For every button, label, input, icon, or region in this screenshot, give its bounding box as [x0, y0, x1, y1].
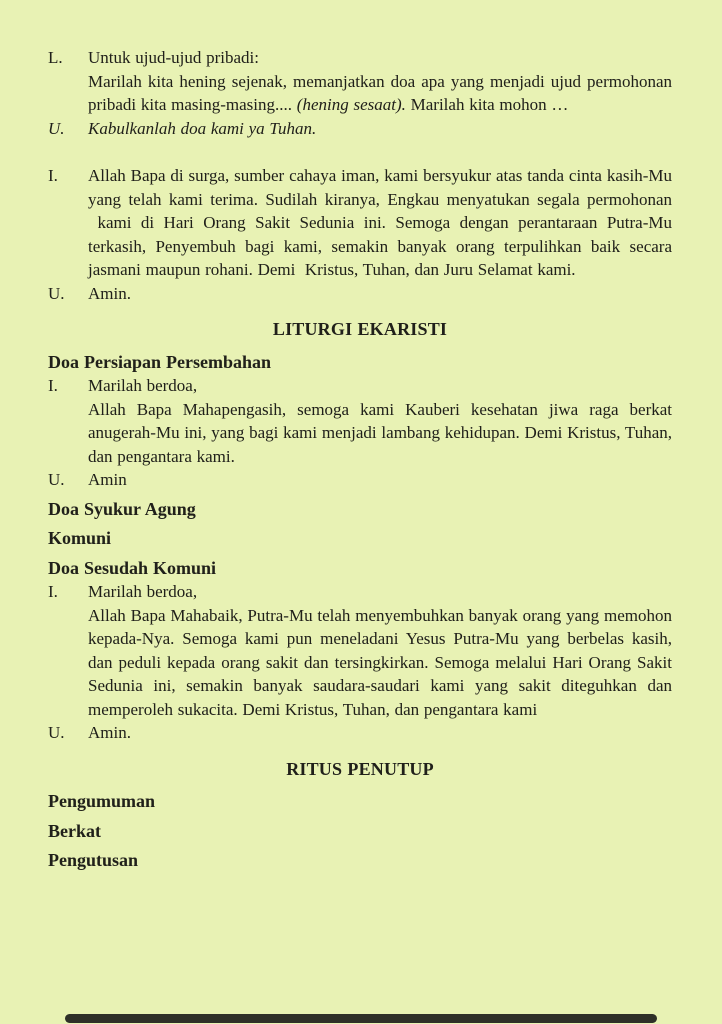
- italic-run: (hening sesaat).: [296, 95, 406, 114]
- subheading: Pengumuman: [48, 791, 156, 811]
- subheading: Komuni: [48, 528, 112, 548]
- dialog-item: [48, 282, 672, 306]
- subheading: Doa Sesudah Komuni: [48, 557, 217, 578]
- dialog-item: [48, 721, 672, 745]
- text-run: Amin: [88, 470, 127, 489]
- text-run: Marilah kita hening sejenak, memanjatkan doa apa yang menjadi ujud permohonan pribadi kita masing-masing....: [88, 71, 672, 114]
- text-run: Marilah kita mohon …: [405, 95, 569, 114]
- dialog-text: [88, 374, 672, 468]
- text-run: Untuk ujud-ujud pribadi:: [88, 48, 259, 67]
- text-run: Marilah berdoa,: [88, 582, 198, 601]
- dialog-marker: I.: [48, 166, 58, 185]
- text-run: Marilah berdoa,: [88, 376, 198, 395]
- dialog-text: [88, 46, 672, 117]
- text-run: Kabulkanlah doa kami ya Tuhan.: [88, 118, 317, 138]
- dialog-marker: L.: [48, 48, 63, 67]
- text-run: Allah Bapa Mahapengasih, semoga kami Kauberi kesehatan jiwa raga berkat anugerah-Mu ini, yang bagi kami menjadi lambang kehidupan. Demi Kristus, Tuhan, dan pengantara kami.: [88, 399, 672, 466]
- dialog-marker: U.: [48, 470, 65, 489]
- dialog-text: [88, 580, 672, 721]
- dialog-marker: U.: [48, 723, 65, 742]
- dialog-item: [48, 468, 672, 492]
- section-title: LITURGI EKARISTI: [272, 319, 448, 339]
- dialog-text: [88, 117, 672, 141]
- subheading: Pengutusan: [48, 850, 139, 870]
- text-run: Allah Bapa Mahabaik, Putra-Mu telah menyembuhkan banyak orang yang memohon kepada-Nya. Semoga kami pun meneladani Yesus Putra-Mu yang berbelas kasih, dan peduli kepada orang sakit dan tersingkirkan. Semoga melalui Hari Orang Sakit Sedunia ini, semakin banyak saudara-saudari kami yang sakit diteguhkan dan memperoleh sukacita. Demi Kristus, Tuhan, dan pengantara kami: [88, 605, 672, 719]
- dialog-marker: I.: [48, 376, 58, 395]
- dialog-item: [48, 117, 672, 141]
- dialog-marker: U.: [48, 118, 65, 138]
- text-run: Amin.: [88, 723, 131, 742]
- subheading: Doa Syukur Agung: [48, 498, 196, 519]
- dialog-item: [48, 580, 672, 721]
- dialog-text: [88, 721, 672, 745]
- subheading: Doa Persiapan Persembahan: [48, 351, 271, 372]
- dialog-text: [88, 468, 672, 492]
- text-run: Amin.: [88, 283, 131, 303]
- document-body: [48, 46, 672, 873]
- subheading: Berkat: [48, 820, 101, 841]
- section-title: RITUS PENUTUP: [286, 758, 434, 779]
- bottom-scroll-indicator[interactable]: [65, 1014, 657, 1023]
- dialog-item: [48, 164, 672, 282]
- dialog-marker: U.: [48, 283, 65, 303]
- dialog-item: [48, 374, 672, 468]
- dialog-marker: I.: [48, 582, 58, 601]
- text-run: Allah Bapa di surga, sumber cahaya iman, kami bersyukur atas tanda cinta kasih-Mu yang telah kami terima. Sudilah kiranya, Engkau menyatukan segala permohonan kami di Hari Orang Sakit Sedunia ini. Semoga dengan perantaraan Putra-Mu terkasih, Penyembuh bagi kami, semakin banyak orang terpulihkan baik secara jasmani maupun rohani. Demi Kristus, Tuhan, dan Juru Selamat kami.: [88, 166, 672, 279]
- dialog-text: [88, 282, 672, 306]
- dialog-item: [48, 46, 672, 117]
- dialog-text: [88, 164, 672, 282]
